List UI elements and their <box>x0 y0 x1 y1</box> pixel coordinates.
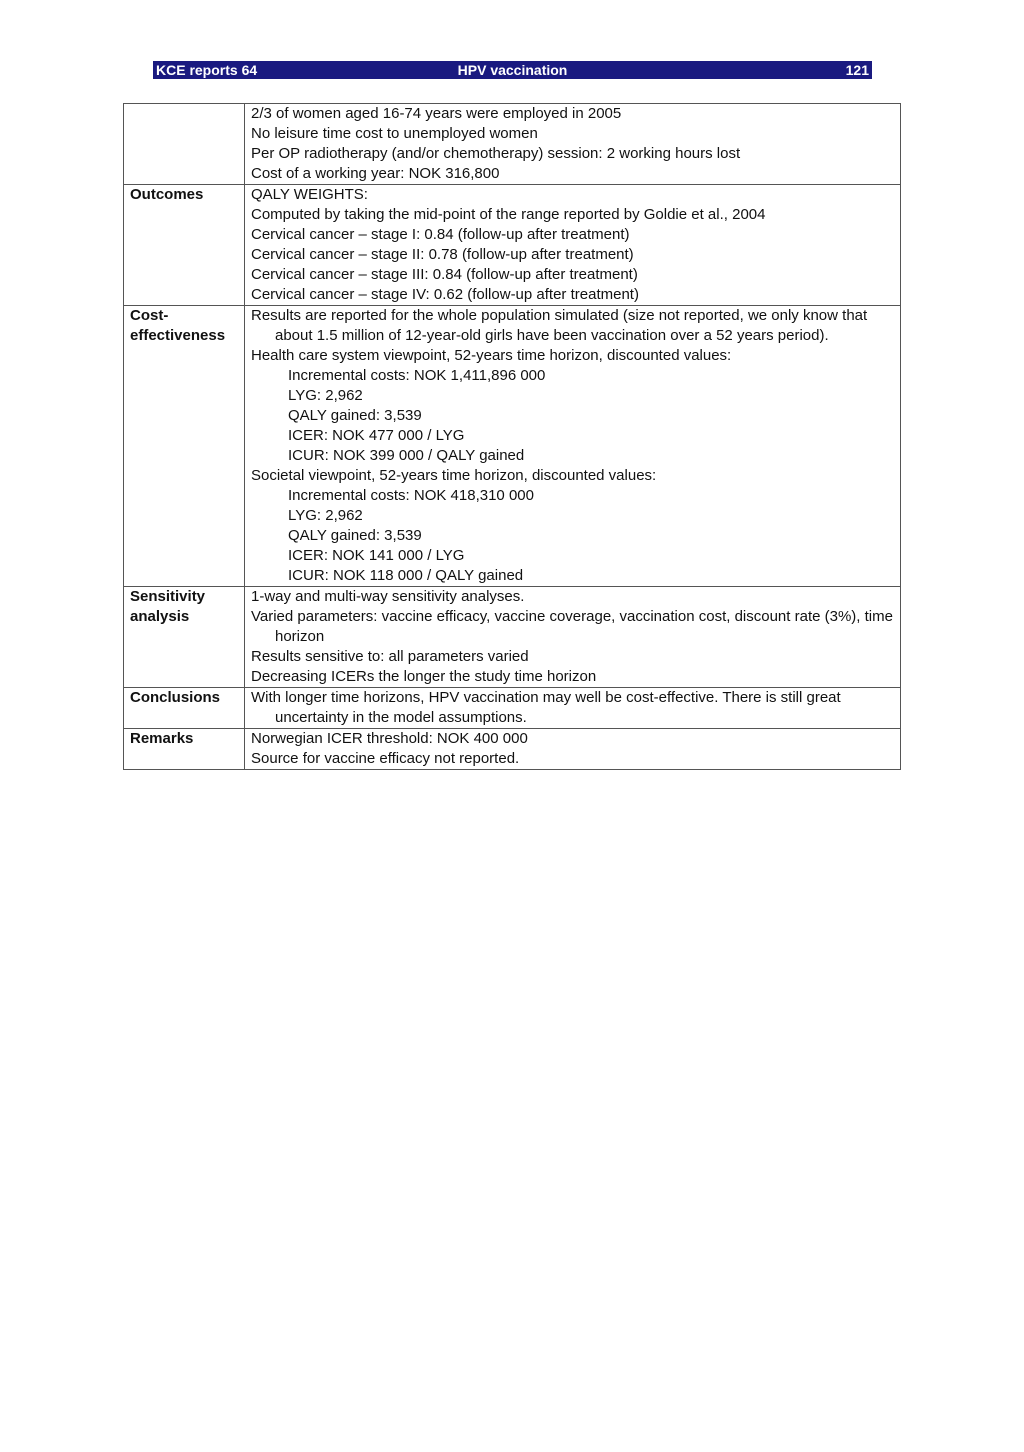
table-row <box>124 104 901 185</box>
content-line: Cervical cancer – stage II: 0.78 (follow-up after treatment) <box>251 246 634 263</box>
content-line: 2/3 of women aged 16-74 years were employed in 2005 <box>251 105 622 122</box>
content-line: Results are reported for the whole population simulated (size not reported, we only know that about 1.5 million of 12-year-old girls have been vaccination over a 52 years period). <box>251 307 868 344</box>
header-title: HPV vaccination <box>457 62 568 78</box>
row-content <box>245 306 901 587</box>
row-content <box>245 688 901 729</box>
row-label: Conclusions <box>124 688 245 729</box>
content-line: Cost of a working year: NOK 316,800 <box>251 165 500 182</box>
content-line: Per OP radiotherapy (and/or chemotherapy) session: 2 working hours lost <box>251 145 741 162</box>
content-line: Source for vaccine efficacy not reported. <box>251 750 520 767</box>
content-line: Incremental costs: NOK 418,310 000 <box>288 487 534 504</box>
content-line: Cervical cancer – stage IV: 0.62 (follow-up after treatment) <box>251 286 639 303</box>
content-line: Incremental costs: NOK 1,411,896 000 <box>288 367 546 384</box>
table-row <box>124 587 901 688</box>
content-line: With longer time horizons, HPV vaccination may well be cost-effective. There is still great uncertainty in the model assumptions. <box>251 689 841 726</box>
content-line: Decreasing ICERs the longer the study time horizon <box>251 668 597 685</box>
evidence-table-body <box>124 104 901 770</box>
content-line: Varied parameters: vaccine efficacy, vaccine coverage, vaccination cost, discount rate (3%), time horizon <box>251 608 893 645</box>
evidence-table <box>123 103 901 770</box>
row-label <box>124 104 245 185</box>
content-line: Societal viewpoint, 52-years time horizon, discounted values: <box>251 467 657 484</box>
content-line: ICUR: NOK 118 000 / QALY gained <box>288 567 524 584</box>
page-number: 121 <box>845 62 869 78</box>
row-label: Outcomes <box>124 185 245 306</box>
content-line: Cervical cancer – stage III: 0.84 (follow-up after treatment) <box>251 266 638 283</box>
table-row <box>124 729 901 770</box>
content-line: LYG: 2,962 <box>288 507 363 524</box>
content-line: QALY gained: 3,539 <box>288 407 422 424</box>
table-row <box>124 688 901 729</box>
row-label: Sensitivity analysis <box>124 587 245 688</box>
running-header <box>153 61 872 79</box>
content-line: ICER: NOK 141 000 / LYG <box>288 547 465 564</box>
content-line: Results sensitive to: all parameters varied <box>251 648 529 665</box>
content-line: ICER: NOK 477 000 / LYG <box>288 427 465 444</box>
content-line: Health care system viewpoint, 52-years time horizon, discounted values: <box>251 347 732 364</box>
content-line: Cervical cancer – stage I: 0.84 (follow-up after treatment) <box>251 226 630 243</box>
content-line: LYG: 2,962 <box>288 387 363 404</box>
row-content <box>245 185 901 306</box>
header-report-name: KCE reports 64 <box>156 62 258 78</box>
content-line: No leisure time cost to unemployed women <box>251 125 538 142</box>
content-line: 1-way and multi-way sensitivity analyses. <box>251 588 525 605</box>
table-row <box>124 185 901 306</box>
content-line: Computed by taking the mid-point of the range reported by Goldie et al., 2004 <box>251 206 766 223</box>
content-line: QALY gained: 3,539 <box>288 527 422 544</box>
row-content <box>245 729 901 770</box>
row-label: Remarks <box>124 729 245 770</box>
content-line: ICUR: NOK 399 000 / QALY gained <box>288 447 525 464</box>
content-line: QALY WEIGHTS: <box>251 186 368 203</box>
row-label: Cost-effectiveness <box>124 306 245 587</box>
row-content <box>245 587 901 688</box>
content-line: Norwegian ICER threshold: NOK 400 000 <box>251 730 528 747</box>
row-content <box>245 104 901 185</box>
table-row <box>124 306 901 587</box>
